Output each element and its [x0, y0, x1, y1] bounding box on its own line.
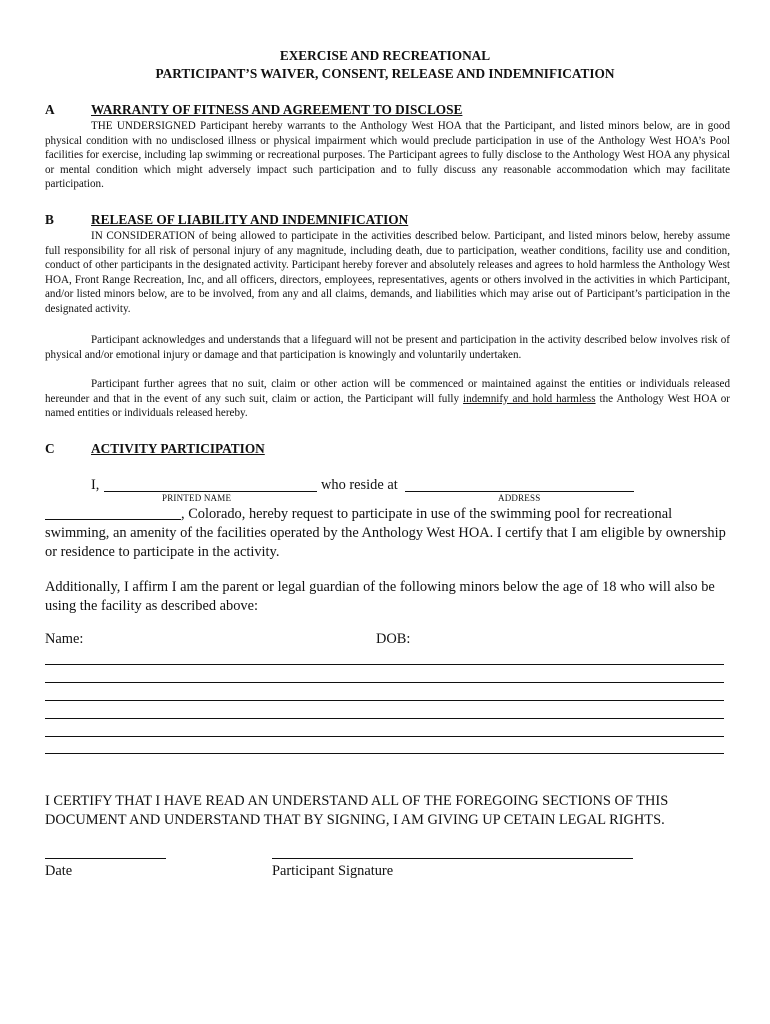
section-c-heading: ACTIVITY PARTICIPATION: [91, 441, 265, 456]
name-label: Name:: [45, 631, 84, 647]
city-field[interactable]: [45, 519, 181, 520]
date-field[interactable]: [45, 858, 166, 859]
section-a-paragraph: THE UNDERSIGNED Participant hereby warrants to the Anthology West HOA that the Participant, and listed minors below, are in good physical condition with no undisclosed illness or physical impairment which would preclude participation in use of the Anthology West HOA’s Pool facilities for exercise, including lap swimming or recreational purposes. The Participant agrees to fully disclose to the Anthology West HOA any physical or mental condition which might adversely impact such participation and to fully discuss any reasonable accommodation which may facilitate participation.: [45, 120, 730, 191]
minors-statement: Additionally, I affirm I am the parent or legal guardian of the following minors below the age of 18 who will also be using the facility as described above:: [45, 579, 715, 614]
signature-field[interactable]: [272, 858, 633, 859]
printed-name-caption: PRINTED NAME: [162, 493, 232, 503]
date-label: Date: [45, 863, 73, 879]
minor-entry-line-5[interactable]: [45, 736, 724, 737]
indemnify-underlined: indemnify and hold harmless: [463, 392, 596, 405]
section-b-letter: B: [45, 212, 54, 227]
request-rest: swimming, an amenity of the facilities operated by the Anthology West HOA. I certify that I am eligible by ownership or residence to participate in the activity.: [45, 525, 726, 560]
minor-entry-line-1[interactable]: [45, 664, 724, 665]
section-b-body-2: [45, 333, 730, 362]
section-b-heading: RELEASE OF LIABILITY AND INDEMNIFICATION: [91, 212, 409, 227]
reside-label: who reside at: [321, 477, 398, 493]
minor-entry-line-2[interactable]: [45, 682, 724, 683]
document-title-line1: EXERCISE AND RECREATIONAL: [279, 48, 491, 63]
section-a-letter: A: [45, 102, 55, 117]
section-a-body: [45, 119, 730, 192]
section-b-paragraph-2: Participant acknowledges and understands that a lifeguard will not be present and participation in the activity described below involves risk of physical and/or emotional injury or damage and that participation is knowingly and voluntarily undertaken.: [45, 334, 730, 361]
section-c-letter: C: [45, 441, 55, 456]
section-b-paragraph-3: [45, 377, 730, 421]
section-b-paragraph-1: IN CONSIDERATION of being allowed to participate in the activities described below. Participant, and listed minors below, hereby assume full responsibility for all risk of personal injury of any magnitude, including death, due to participation, weather conditions, facility use and condition, conduct of other participants in the designated activity. Participant hereby forever and absolutely releases and agrees to hold harmless the Anthology West HOA, Front Range Recreation, Inc, and all officers, directors, employees, representatives, agents or others involved in the activities in which Participant, and/or listed minors below, are to be involved, from any and all claims, demands, and liabilities which may arise out of Participant’s participation in the designated activity.: [45, 230, 730, 315]
minor-entry-line-4[interactable]: [45, 718, 724, 719]
address-field[interactable]: [405, 491, 634, 492]
minor-entry-line-6[interactable]: [45, 753, 724, 754]
certification-statement: I CERTIFY THAT I HAVE READ AN UNDERSTAND ALL OF THE FOREGOING SECTIONS OF THIS DOCUMENT AND UNDERSTAND THAT BY SIGNING, I AM GIVING UP CETAIN LEGAL RIGHTS.: [45, 793, 669, 828]
i-label: I,: [91, 477, 100, 493]
section-b-body: [45, 229, 730, 317]
dob-label: DOB:: [376, 631, 411, 647]
participant-signature-label: Participant Signature: [272, 863, 394, 879]
address-caption: ADDRESS: [498, 493, 541, 503]
printed-name-field[interactable]: [104, 491, 317, 492]
section-b-body-3: [45, 377, 730, 421]
section-a-heading: WARRANTY OF FITNESS AND AGREEMENT TO DISCLOSE: [91, 102, 463, 117]
para3-start: Participant further agrees that no suit, claim or other action will be commenced or maintained against the entities or individuals released hereunder and that in the event of any such suit, claim or action, the Participant will fully: [45, 378, 730, 405]
document-title-line2: PARTICIPANT’S WAIVER, CONSENT, RELEASE AND INDEMNIFICATION: [155, 66, 615, 81]
minor-entry-line-3[interactable]: [45, 700, 724, 701]
request-line-1: , Colorado, hereby request to participate in use of the swimming pool for recreational: [181, 506, 673, 522]
para3-end: the Anthology West HOA or named entities or individuals released hereby.: [45, 392, 730, 420]
